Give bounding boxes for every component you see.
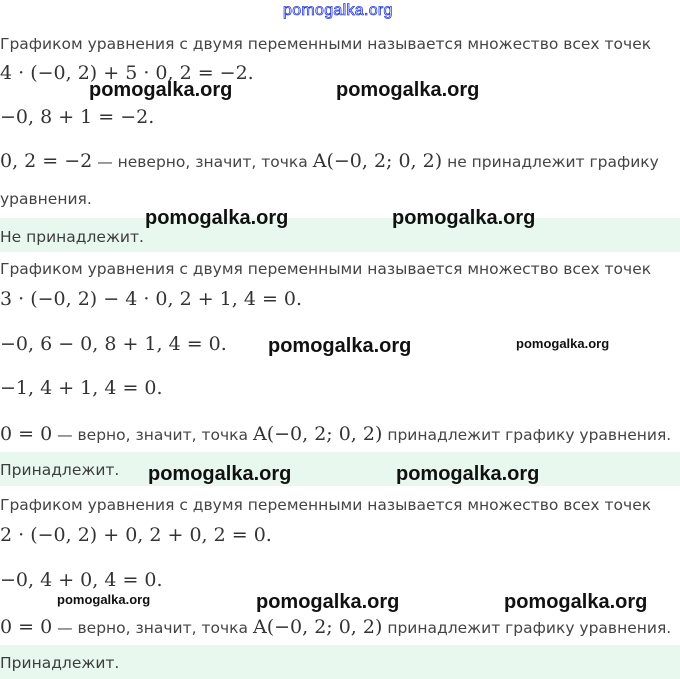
watermark-logo: pomogalka.org — [148, 463, 292, 485]
watermark-logo: pomogalka.org — [336, 79, 480, 101]
check-line — [0, 616, 671, 638]
point-label: A(−0, 2; 0, 2) — [252, 423, 383, 445]
answer-text: Принадлежит. — [0, 654, 120, 672]
check-continuation: уравнения. — [0, 190, 92, 208]
equation-line: 4 · (−0, 2) + 5 · 0, 2 = −2. — [0, 62, 254, 84]
top-watermark: pomogalka.org — [283, 2, 393, 19]
watermark-logo: pomogalka.org — [268, 335, 412, 357]
watermark-logo: pomogalka.org — [145, 207, 289, 229]
definition-text: Графиком уравнения с двумя переменными называется множество всех точек — [0, 35, 652, 53]
watermark-logo: pomogalka.org — [392, 207, 536, 229]
equation-line: 3 · (−0, 2) − 4 · 0, 2 + 1, 4 = 0. — [0, 288, 303, 310]
check-text: не принадлежит графику — [442, 153, 659, 171]
watermark-logo-small: pomogalka.org — [516, 336, 610, 351]
check-equation: 0 = 0 — [0, 616, 53, 638]
check-line — [0, 423, 671, 445]
watermark-logo: pomogalka.org — [89, 79, 233, 101]
definition-text: Графиком уравнения с двумя переменными называется множество всех точек — [0, 496, 652, 514]
equation-line: −0, 8 + 1 = −2. — [0, 106, 155, 128]
point-label: A(−0, 2; 0, 2) — [312, 150, 443, 172]
check-text: принадлежит графику уравнения. — [382, 426, 672, 444]
check-text: — неверно, значит, точка — [92, 153, 313, 171]
check-text: принадлежит графику уравнения. — [382, 619, 672, 637]
point-label: A(−0, 2; 0, 2) — [252, 616, 383, 638]
watermark-logo: pomogalka.org — [396, 463, 540, 485]
equation-line: −0, 4 + 0, 4 = 0. — [0, 569, 163, 591]
answer-text: Принадлежит. — [0, 461, 120, 479]
check-text: — верно, значит, точка — [52, 619, 253, 637]
watermark-logo: pomogalka.org — [256, 591, 400, 613]
definition-text: Графиком уравнения с двумя переменными называется множество всех точек — [0, 260, 652, 278]
watermark-logo: pomogalka.org — [504, 591, 648, 613]
answer-text: Не принадлежит. — [0, 228, 144, 246]
equation-line: 2 · (−0, 2) + 0, 2 + 0, 2 = 0. — [0, 524, 272, 546]
equation-line: −1, 4 + 1, 4 = 0. — [0, 377, 163, 399]
check-line — [0, 150, 659, 172]
check-equation: 0, 2 = −2 — [0, 150, 93, 172]
equation-line: −0, 6 − 0, 8 + 1, 4 = 0. — [0, 333, 227, 355]
check-equation: 0 = 0 — [0, 423, 53, 445]
watermark-logo-small: pomogalka.org — [57, 592, 151, 607]
check-text: — верно, значит, точка — [52, 426, 253, 444]
